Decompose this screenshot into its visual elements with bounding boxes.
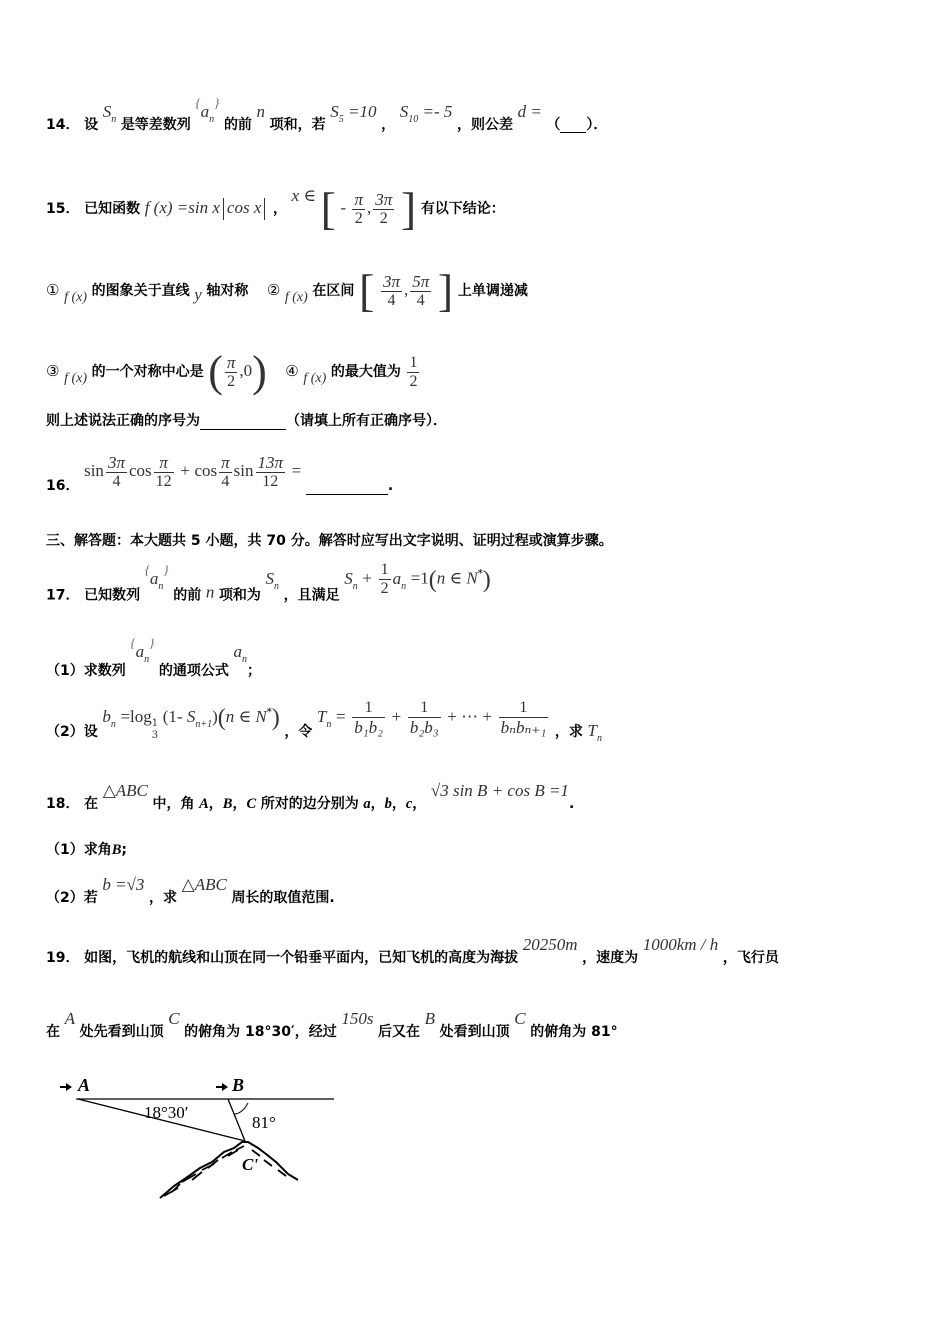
q14-line — [46, 95, 608, 137]
log: =log — [120, 707, 152, 726]
paren: ( — [428, 566, 437, 593]
triangle: △ABC — [102, 781, 148, 800]
fraction: $\frac{1}{\text{bₙbₙ₊₁}}$ — [500, 699, 547, 737]
fx: f (x) — [284, 290, 308, 305]
cos: cos — [194, 461, 218, 480]
speed: 1000km / h — [642, 935, 719, 954]
fraction: $\frac{\pi}{2}$ — [354, 190, 363, 227]
flight-mountain-figure — [52, 1070, 342, 1205]
equation: b =√3 — [102, 875, 145, 894]
q16-line — [46, 454, 393, 495]
q15end-text: （请填上所有正确序号）． — [286, 413, 447, 429]
q15-comma: ， — [272, 201, 287, 217]
c1-text: 在区间 — [312, 283, 355, 299]
arrow-icon — [216, 1083, 228, 1091]
q15-answer-line — [46, 414, 447, 430]
label-B: B — [232, 1075, 245, 1095]
tn: $T_n$ — [316, 707, 332, 730]
q14-answer-blank: （ ）． — [546, 117, 608, 133]
label-angle-2: 81° — [252, 1113, 276, 1132]
q17-text: 的前 — [173, 587, 202, 604]
circle-2: ② — [266, 281, 281, 299]
q18-line — [46, 781, 575, 812]
side-a: a — [363, 796, 371, 812]
part-text: 的通项公式 — [158, 663, 229, 679]
inner: (1- — [162, 707, 187, 726]
n-in-N: n ∈ N — [225, 707, 267, 726]
point-C: C — [168, 1009, 180, 1028]
part-label: （1）求角 — [46, 842, 112, 858]
part-label: （2）若 — [46, 890, 98, 906]
q14-sn: $S_n$ — [102, 102, 117, 125]
point-A: A — [64, 1009, 75, 1028]
q17-part1 — [46, 635, 261, 679]
abs-bar — [223, 198, 224, 220]
q19-text: 如图，飞机的航线和山顶在同一个铅垂平面内，已知飞机的高度为海拔 — [84, 950, 519, 966]
part-text: 周长的取值范围. — [231, 890, 335, 906]
c1-text: 轴对称 — [206, 283, 249, 299]
paren: ) — [271, 705, 280, 731]
q14-text: ，则公差 — [456, 117, 513, 133]
q19-number: 19． — [46, 950, 80, 966]
q18-number: 18． — [46, 796, 80, 812]
paren-right: ) — [252, 347, 267, 396]
eq1: =1 — [410, 568, 429, 588]
part-text: ，求 — [149, 890, 178, 906]
bracket-left: [ — [359, 265, 375, 316]
q19-text: 的俯角为 81° — [530, 1024, 618, 1040]
y-var: y — [194, 285, 202, 304]
height: 20250m — [522, 935, 578, 954]
circle-1: ① — [46, 281, 60, 299]
c3-text: 的最大值为 — [330, 364, 401, 380]
fraction: $\frac{\pi}{12}$ — [155, 453, 172, 490]
paren: ( — [217, 705, 226, 731]
q17-text: 已知数列 — [84, 587, 141, 604]
q15-line — [46, 183, 505, 234]
q15-number: 15． — [46, 201, 80, 217]
period: . — [568, 796, 575, 812]
q15-text: 已知函数 — [84, 201, 141, 217]
paren: ) — [212, 707, 218, 726]
q14-s5: $S_5 =10$ — [330, 102, 377, 125]
sn1: $S_{n+1}$ — [186, 707, 213, 730]
q19-text: 处先看到山顶 — [79, 1024, 164, 1040]
q18-text: 所对的边分别为 — [260, 796, 359, 812]
arrow-icon — [60, 1083, 72, 1091]
point-B: B — [424, 1009, 436, 1028]
q14-an: $^{\{}a_n^{\}}$ — [195, 95, 220, 125]
c3-text: 的一个对称中心是 — [91, 364, 204, 380]
fraction: $\frac{3\pi}{4}$ — [382, 272, 400, 309]
sin: sin — [233, 461, 254, 480]
q14-text: 项和，若 — [269, 117, 326, 133]
label-angle-1: 18°30′ — [144, 1103, 189, 1122]
angle-arc-B — [234, 1103, 248, 1114]
angle-A: A — [199, 796, 209, 812]
fraction: $\frac{1}{\text{b₂b₃}}$ — [409, 699, 439, 737]
q18-text: 在 — [84, 796, 99, 812]
fraction: $\frac{13\pi}{12}$ — [257, 453, 284, 490]
q19-text: ，飞行员 — [722, 950, 779, 966]
fraction: $\frac{1}{\text{b₁b₂}}$ — [354, 699, 384, 737]
equation: √3 sin B + cos B =1 — [430, 781, 569, 800]
point-C: C — [514, 1009, 526, 1028]
conclusion-1-2 — [46, 265, 528, 316]
q18-part2 — [46, 875, 335, 906]
angle-B: B — [111, 842, 122, 858]
q15-cos: cos x — [226, 198, 262, 217]
circle-3: ③ — [46, 362, 60, 380]
q17-text: ，且满足 — [283, 587, 340, 604]
fx: f (x) — [64, 371, 87, 386]
q14-text: 设 — [84, 117, 99, 133]
q19-text: 后又在 — [378, 1024, 421, 1040]
star: * — [266, 707, 272, 718]
label-C: C' — [242, 1155, 259, 1174]
equals: = — [336, 707, 346, 726]
abs-bar — [264, 198, 265, 220]
q14-number: 14． — [46, 117, 80, 133]
sin: sin — [84, 461, 104, 480]
time: 150s — [341, 1009, 374, 1028]
q17-text: 项和为 — [218, 587, 261, 604]
label-A: A — [78, 1075, 91, 1095]
fx: f (x) — [64, 290, 87, 305]
q14-comma: ， — [381, 117, 396, 133]
star: * — [477, 568, 483, 580]
side-c: c — [405, 796, 413, 812]
semicolon: ； — [246, 663, 261, 679]
q19-text: 处看到山顶 — [439, 1024, 510, 1040]
sep: , — [366, 198, 372, 217]
q14-text: 的前 — [223, 117, 252, 133]
triangle: △ABC — [181, 875, 227, 894]
q19-text: 在 — [46, 1024, 60, 1040]
equals: = — [291, 461, 302, 480]
fraction: $\frac{3\pi}{2}$ — [375, 190, 393, 227]
q17-line — [46, 562, 491, 603]
angle-B: B — [222, 796, 233, 812]
answer-blank — [200, 414, 286, 430]
q15-text: 有以下结论： — [420, 201, 505, 217]
q16-number: 16． — [46, 478, 80, 494]
sight-line-B — [228, 1099, 245, 1141]
fraction: $\frac{\pi}{4}$ — [221, 453, 230, 490]
semicolon: ; — [121, 842, 128, 858]
an-seq: $^{\{}a_n^{\}}$ — [144, 561, 169, 592]
zero: ,0 — [239, 361, 253, 380]
fraction: $\frac{\pi}{2}$ — [226, 353, 236, 390]
neg-sign: - — [340, 198, 351, 217]
q15-function: f (x) =sin x — [144, 198, 220, 217]
bn: $b_n$ — [102, 707, 116, 730]
q15end-text: 则上述说法正确的序号为 — [46, 413, 200, 429]
dots: + ⋯ + — [447, 707, 492, 726]
part-text: ，求 — [554, 724, 583, 740]
q17-number: 17． — [46, 587, 80, 604]
q14-n: n — [256, 102, 266, 121]
mountain-peak — [160, 1142, 298, 1198]
section-title: 三、解答题：本大题共 5 小题，共 70 分。解答时应写出文字说明、证明过程或演算步骤。 — [46, 533, 613, 549]
paren: ) — [482, 566, 491, 593]
sn: $S_n$ — [265, 568, 280, 592]
q19-line — [46, 935, 779, 966]
sep: ， — [412, 796, 427, 812]
sep: ， — [391, 796, 406, 812]
sn: $S_n$ — [344, 568, 358, 592]
plus: + — [362, 568, 372, 588]
an-seq: $^{\{}a_n^{\}}$ — [130, 635, 155, 665]
c1-text: 上单调递减 — [457, 283, 528, 299]
sep: , — [404, 280, 409, 299]
side-b: b — [384, 796, 392, 812]
q19-line-2 — [46, 1009, 618, 1040]
sep: ， — [208, 796, 223, 812]
period: . — [387, 478, 394, 494]
part-label: （2）设 — [46, 724, 98, 740]
q14-s10: $S_{10} =- 5$ — [399, 102, 453, 125]
q15-domain: x ∈ — [291, 186, 316, 205]
an: $a_n$ — [392, 568, 407, 592]
fraction: $\frac{1}{2}$ — [409, 353, 418, 390]
plus: + — [391, 707, 402, 726]
mountain-shading — [164, 1146, 286, 1196]
bracket-right: ] — [437, 265, 454, 316]
q18-part1 — [46, 843, 127, 858]
part-text: ，令 — [284, 724, 313, 740]
part-label: （1）求数列 — [46, 663, 126, 679]
q19-text: ，速度为 — [582, 950, 639, 966]
cos: cos — [128, 461, 152, 480]
q19-text: 的俯角为 18°30′，经过 — [184, 1024, 337, 1040]
fraction: $\frac{5\pi}{4}$ — [412, 272, 430, 309]
plus: + — [180, 461, 190, 480]
log-base: 1 3 — [151, 718, 159, 741]
bracket-left: [ — [320, 183, 336, 234]
q14-text: 是等差数列 — [120, 117, 191, 133]
sep: ， — [370, 796, 385, 812]
q17-part2 — [46, 700, 602, 744]
tn: $T_n$ — [587, 721, 602, 744]
sep: ， — [232, 796, 247, 812]
circle-4: ④ — [285, 362, 299, 380]
c1-text: 的图象关于直线 — [91, 283, 190, 299]
conclusion-3-4 — [46, 347, 421, 396]
answer-blank — [306, 479, 388, 495]
q18-text: 中，角 — [152, 796, 195, 812]
fraction: $\frac{3\pi}{4}$ — [107, 453, 125, 490]
fx: f (x) — [303, 371, 327, 386]
n-in-N: n ∈ N — [436, 568, 478, 588]
bracket-right: ] — [400, 183, 417, 234]
n-var: n — [205, 582, 215, 602]
paren-left: ( — [208, 347, 223, 396]
q14-d: d = — [517, 102, 542, 121]
an: $a_n$ — [233, 642, 247, 665]
angle-C: C — [246, 796, 257, 812]
fraction: $\frac{1}{2}$ — [380, 561, 389, 597]
